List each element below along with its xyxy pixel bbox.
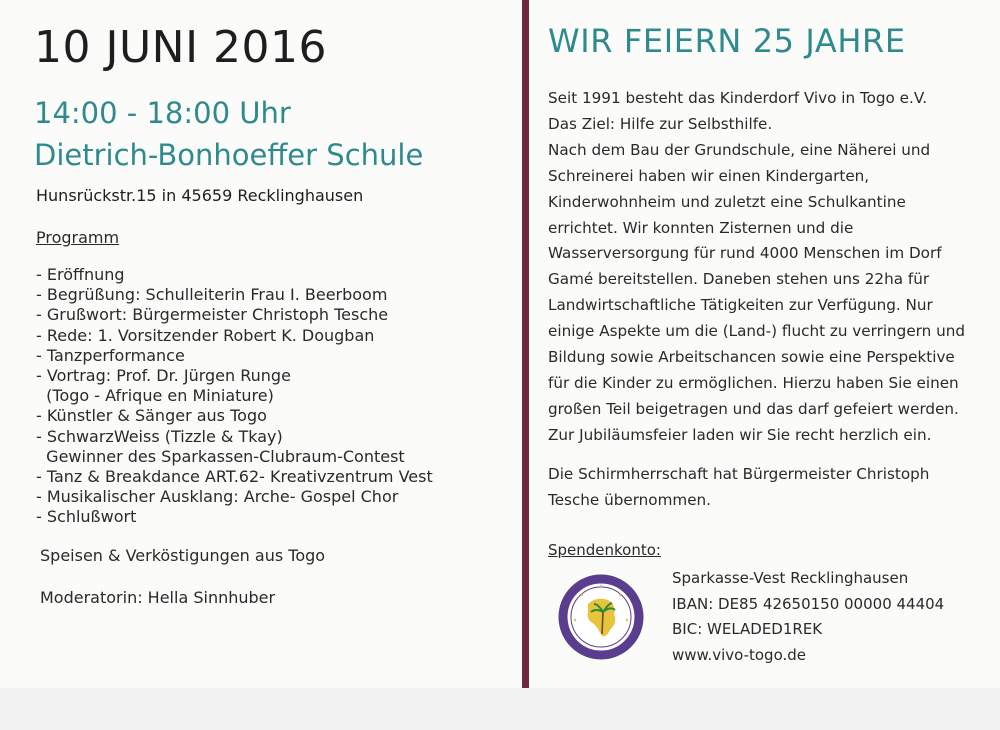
patron-line: Tesche übernommen. xyxy=(548,490,711,509)
intro-line: Kinderwohnheim und zuletzt eine Schulkantine xyxy=(548,192,906,211)
event-time: 14:00 - 18:00 Uhr xyxy=(34,96,291,130)
vivo-logo-icon xyxy=(558,574,644,660)
program-item: - Rede: 1. Vorsitzender Robert K. Dougban xyxy=(36,325,375,345)
intro-line: Gamé bereitstellen. Daneben stehen uns 22ha für xyxy=(548,270,930,289)
event-venue: Dietrich-Bonhoeffer Schule xyxy=(34,138,424,172)
intro-line: Landwirtschaftliche Tätigkeiten zur Verfügung. Nur xyxy=(548,296,933,315)
bank-bic: BIC: WELADED1REK xyxy=(672,620,823,638)
bottom-margin xyxy=(0,688,1000,730)
intro-line: Wasserversorgung für rund 4000 Menschen im Dorf xyxy=(548,244,942,263)
intro-line: großen Teil beigetragen und das darf gefeiert werden. xyxy=(548,399,959,418)
intro-line: errichtet. Wir konnten Zisternen und die xyxy=(548,218,854,237)
website-link[interactable]: www.vivo-togo.de xyxy=(672,645,806,664)
bank-iban: IBAN: DE85 42650150 00000 44404 xyxy=(672,594,945,613)
anniversary-headline: WIR FEIERN 25 JAHRE xyxy=(548,22,906,60)
program-item: - Schlußwort xyxy=(36,507,137,527)
column-divider xyxy=(522,0,529,688)
food-note: Speisen & Verköstigungen aus Togo xyxy=(40,546,326,565)
patron-line: Die Schirmherrschaft hat Bürgermeister Christoph xyxy=(548,465,930,483)
program-item: Gewinner des Sparkassen-Clubraum-Contest xyxy=(36,446,405,466)
program-item: - Eröffnung xyxy=(36,265,125,284)
event-date: 10 JUNI 2016 xyxy=(34,22,328,73)
program-item: - SchwarzWeiss (Tizzle & Tkay) xyxy=(36,426,283,446)
program-item: - Musikalischer Ausklang: Arche- Gospel Chor xyxy=(36,487,399,507)
intro-line: Schreinerei haben wir einen Kindergarten, xyxy=(548,166,870,185)
intro-line: Das Ziel: Hilfe zur Selbsthilfe. xyxy=(548,114,773,133)
program-item: - Künstler & Sänger aus Togo xyxy=(36,406,267,426)
intro-line: Zur Jubiläumsfeier laden wir Sie recht herzlich ein. xyxy=(548,425,932,444)
program-item: - Tanzperformance xyxy=(36,345,185,365)
intro-paragraph xyxy=(548,86,965,449)
program-item: (Togo - Afrique en Miniature) xyxy=(36,386,274,406)
donation-heading: Spendenkonto: xyxy=(548,541,661,559)
program-heading: Programm xyxy=(36,228,120,247)
bank-details xyxy=(672,566,944,668)
moderator-note: Moderatorin: Hella Sinnhuber xyxy=(40,588,276,607)
patron-paragraph xyxy=(548,462,929,514)
program-item: - Vortrag: Prof. Dr. Jürgen Runge xyxy=(36,366,291,386)
program-item: - Grußwort: Bürgermeister Christoph Tesche xyxy=(36,305,389,325)
program-item: - Tanz & Breakdance ART.62- Kreativzentrum Vest xyxy=(36,467,433,487)
intro-line: Nach dem Bau der Grundschule, eine Näherei und xyxy=(548,140,931,159)
intro-line: Seit 1991 besteht das Kinderdorf Vivo in Togo e.V. xyxy=(548,89,928,107)
intro-line: für die Kinder zu ermöglichen. Hierzu haben Sie einen xyxy=(548,373,959,392)
bank-name: Sparkasse-Vest Recklinghausen xyxy=(672,569,909,587)
event-address: Hunsrückstr.15 in 45659 Recklinghausen xyxy=(36,186,364,205)
program-list xyxy=(36,265,433,528)
program-item: - Begrüßung: Schulleiterin Frau I. Beerboom xyxy=(36,285,388,305)
intro-line: Bildung sowie Arbeitschancen sowie eine Perspektive xyxy=(548,348,955,367)
intro-line: einige Aspekte um die (Land-) flucht zu verringern und xyxy=(548,322,965,341)
